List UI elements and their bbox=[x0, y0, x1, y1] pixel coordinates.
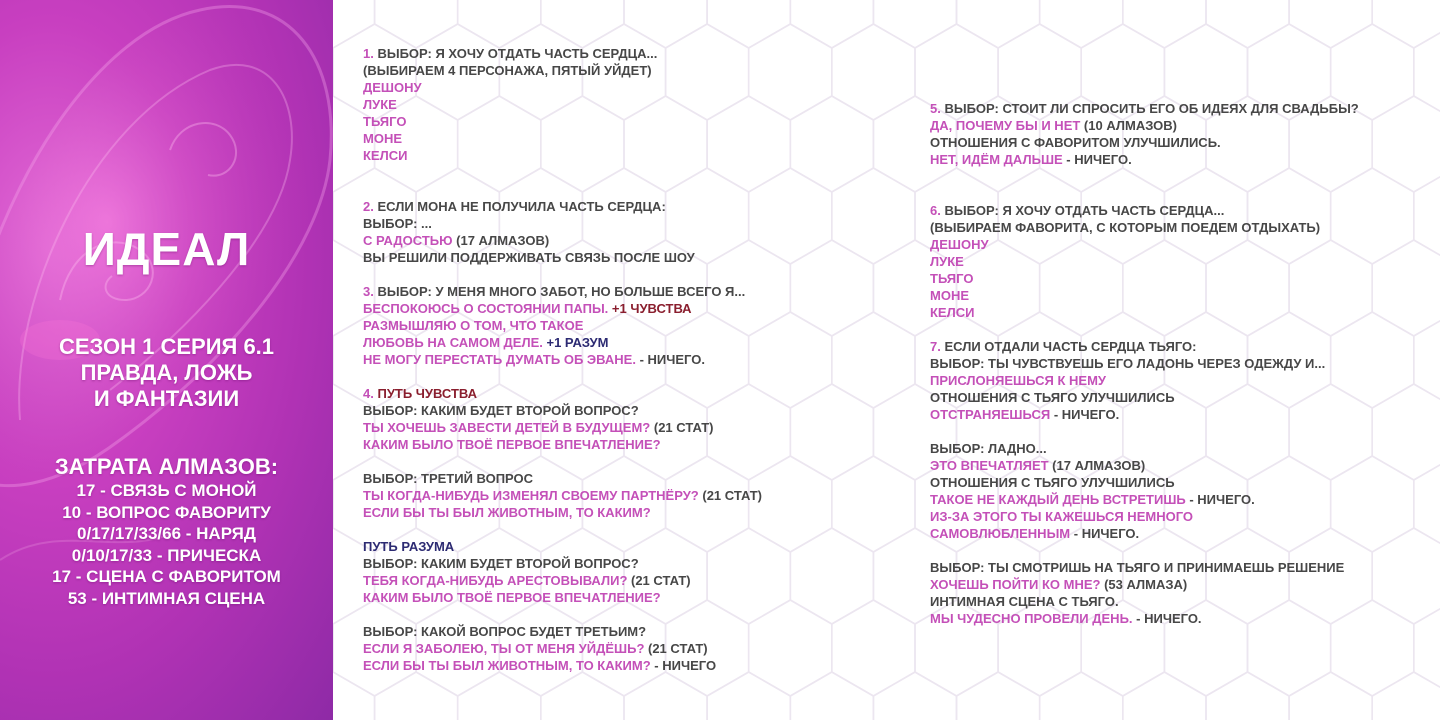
spacer bbox=[363, 606, 762, 623]
text-segment: КАКИМ БЫЛО ТВОЁ ПЕРВОЕ ВПЕЧАТЛЕНИЕ? bbox=[363, 437, 661, 452]
text-segment: - НИЧЕГО. bbox=[1132, 611, 1202, 626]
text-segment: ОТНОШЕНИЯ С ТЬЯГО УЛУЧШИЛИСЬ bbox=[930, 390, 1175, 405]
text-line bbox=[930, 151, 1359, 168]
cost-item: 0/17/17/33/66 - НАРЯД bbox=[77, 524, 256, 543]
text-segment: РАЗМЫШЛЯЮ О ТОМ, ЧТО ТАКОЕ bbox=[363, 318, 584, 333]
spacer bbox=[363, 266, 762, 283]
text-segment: САМОВЛЮБЛЕННЫМ bbox=[930, 526, 1071, 541]
text-segment: ЕСЛИ ОТДАЛИ ЧАСТЬ СЕРДЦА ТЬЯГО: bbox=[944, 339, 1197, 354]
hexagon-cell bbox=[832, 312, 915, 408]
text-line bbox=[930, 253, 1359, 270]
text-line bbox=[363, 657, 762, 674]
text-segment: (21 СТАТ) bbox=[627, 573, 691, 588]
episode-line: И ФАНТАЗИИ bbox=[93, 386, 240, 411]
text-segment: (17 АЛМАЗОВ) bbox=[452, 233, 550, 248]
text-segment: (21 СТАТ) bbox=[650, 420, 714, 435]
text-line bbox=[363, 232, 762, 249]
text-line bbox=[363, 249, 762, 266]
text-line bbox=[363, 283, 762, 300]
text-segment: (53 АЛМАЗА) bbox=[1100, 577, 1188, 592]
text-segment: (ВЫБИРАЕМ ФАВОРИТА, С КОТОРЫМ ПОЕДЕМ ОТДЫХАТЬ) bbox=[930, 220, 1321, 235]
text-segment: ВЫБОР: КАКИМ БУДЕТ ВТОРОЙ ВОПРОС? bbox=[363, 556, 639, 571]
text-line bbox=[930, 610, 1359, 627]
text-segment: ИЗ-ЗА ЭТОГО ТЫ КАЖЕШЬСЯ НЕМНОГО bbox=[930, 509, 1194, 524]
text-line bbox=[363, 62, 762, 79]
text-segment: - НИЧЕГО. bbox=[1070, 526, 1140, 541]
hexagon-cell bbox=[1206, 0, 1289, 48]
text-segment: ВЫБОР: ... bbox=[363, 216, 432, 231]
text-segment: ПУТЬ РАЗУМА bbox=[363, 539, 455, 554]
text-segment: ПУТЬ ЧУВСТВА bbox=[377, 386, 478, 401]
text-segment: +1 РАЗУМ bbox=[542, 335, 609, 350]
cost-item: 0/10/17/33 - ПРИЧЕСКА bbox=[71, 545, 262, 565]
text-line bbox=[363, 572, 762, 589]
text-segment: ВЫБОР: ТЫ СМОТРИШЬ НА ТЬЯГО И ПРИНИМАЕШЬ РЕШЕНИЕ bbox=[930, 560, 1345, 575]
hexagon-cell bbox=[1289, 672, 1372, 720]
text-segment: (21 СТАТ) bbox=[644, 641, 708, 656]
hexagon-cell bbox=[458, 672, 541, 720]
hexagon-cell bbox=[832, 24, 915, 120]
cost-item: 17 - СВЯЗЬ С МОНОЙ bbox=[76, 481, 257, 500]
spacer bbox=[930, 321, 1359, 338]
text-line bbox=[930, 440, 1359, 457]
text-line bbox=[930, 508, 1359, 525]
text-segment: ЕСЛИ Я ЗАБОЛЕЮ, ТЫ ОТ МЕНЯ УЙДЁШЬ? bbox=[363, 641, 645, 656]
text-segment: ОТНОШЕНИЯ С ТЬЯГО УЛУЧШИЛИСЬ bbox=[930, 475, 1175, 490]
text-line bbox=[363, 555, 762, 572]
hexagon-cell bbox=[790, 672, 873, 720]
text-segment: 3. bbox=[363, 284, 378, 299]
hexagon-cell bbox=[1372, 384, 1440, 480]
text-line bbox=[930, 202, 1359, 219]
text-line bbox=[930, 338, 1359, 355]
text-line bbox=[363, 334, 762, 351]
text-line bbox=[363, 351, 762, 368]
text-segment: ЛУКЕ bbox=[363, 97, 397, 112]
text-segment: ЕСЛИ МОНА НЕ ПОЛУЧИЛА ЧАСТЬ СЕРДЦА: bbox=[377, 199, 666, 214]
text-line bbox=[930, 576, 1359, 593]
text-line bbox=[363, 589, 762, 606]
text-segment: - НИЧЕГО. bbox=[1062, 152, 1132, 167]
text-line bbox=[930, 219, 1359, 236]
hexagon-cell bbox=[1414, 24, 1440, 120]
text-segment: (10 АЛМАЗОВ) bbox=[1080, 118, 1178, 133]
text-segment: ТЬЯГО bbox=[363, 114, 407, 129]
hexagon-cell bbox=[458, 0, 541, 48]
text-segment: КЕЛСИ bbox=[363, 148, 408, 163]
text-line bbox=[930, 134, 1359, 151]
text-segment: 1. bbox=[363, 46, 378, 61]
text-segment: ОТСТРАНЯЕШЬСЯ bbox=[930, 407, 1051, 422]
spacer bbox=[930, 168, 1359, 185]
hexagon-cell bbox=[1123, 0, 1206, 48]
hexagon-cell bbox=[1372, 96, 1440, 192]
text-line bbox=[363, 147, 762, 164]
text-segment: ДЕШОНУ bbox=[363, 80, 422, 95]
hexagon-cell bbox=[624, 672, 707, 720]
text-segment: ВЫБОР: Я ХОЧУ ОТДАТЬ ЧАСТЬ СЕРДЦА... bbox=[944, 203, 1225, 218]
text-segment: КАКИМ БЫЛО ТВОЁ ПЕРВОЕ ВПЕЧАТЛЕНИЕ? bbox=[363, 590, 661, 605]
walkthrough-panel bbox=[333, 0, 1440, 720]
hexagon-cell bbox=[375, 0, 458, 48]
text-segment: - НИЧЕГО. bbox=[1050, 407, 1120, 422]
text-segment: МОНЕ bbox=[930, 288, 969, 303]
episode-title bbox=[0, 334, 333, 412]
text-line bbox=[363, 487, 762, 504]
page-title: ИДЕАЛ bbox=[82, 223, 251, 275]
spacer bbox=[363, 164, 762, 181]
episode-line: ПРАВДА, ЛОЖЬ bbox=[80, 360, 253, 385]
cost-item: 53 - ИНТИМНАЯ СЦЕНА bbox=[67, 588, 266, 608]
text-segment: ПРИСЛОНЯЕШЬСЯ К НЕМУ bbox=[930, 373, 1107, 388]
text-line bbox=[930, 389, 1359, 406]
episode-line: СЕЗОН 1 СЕРИЯ 6.1 bbox=[58, 334, 275, 359]
hexagon-cell bbox=[1372, 672, 1440, 720]
hexagon-cell bbox=[1414, 168, 1440, 264]
text-line bbox=[930, 593, 1359, 610]
hexagon-cell bbox=[1040, 0, 1123, 48]
sidebar bbox=[0, 0, 333, 720]
text-line bbox=[930, 525, 1359, 542]
text-line bbox=[363, 640, 762, 657]
walkthrough-column-left bbox=[363, 45, 762, 674]
hexagon-cell bbox=[790, 528, 873, 624]
spacer bbox=[930, 542, 1359, 559]
hexagon-cell bbox=[790, 96, 873, 192]
text-segment: - НИЧЕГО. bbox=[1185, 492, 1255, 507]
text-segment: ВЫ РЕШИЛИ ПОДДЕРЖИВАТЬ СВЯЗЬ ПОСЛЕ ШОУ bbox=[363, 250, 695, 265]
hexagon-cell bbox=[832, 456, 915, 552]
text-segment: ВЫБОР: ТРЕТИЙ ВОПРОС bbox=[363, 471, 534, 486]
text-segment: (17 АЛМАЗОВ) bbox=[1048, 458, 1146, 473]
hexagon-cell bbox=[1372, 528, 1440, 624]
costs-title: ЗАТРАТА АЛМАЗОВ: bbox=[54, 454, 279, 479]
text-line bbox=[363, 96, 762, 113]
text-segment: ДЕШОНУ bbox=[930, 237, 989, 252]
text-line bbox=[930, 474, 1359, 491]
text-segment: ТЫ ХОЧЕШЬ ЗАВЕСТИ ДЕТЕЙ В БУДУЩЕМ? bbox=[363, 420, 651, 435]
text-segment: ТЫ КОГДА-НИБУДЬ ИЗМЕНЯЛ СВОЕМУ ПАРТНЁРУ? bbox=[363, 488, 699, 503]
text-segment: 6. bbox=[930, 203, 945, 218]
text-segment: 7. bbox=[930, 339, 945, 354]
text-line bbox=[930, 100, 1359, 117]
text-segment: - НИЧЕГО bbox=[650, 658, 717, 673]
hexagon-cell bbox=[790, 0, 873, 48]
hexagon-cell bbox=[1414, 456, 1440, 552]
hexagon-cell bbox=[707, 0, 790, 48]
cost-item: 10 - ВОПРОС ФАВОРИТУ bbox=[62, 502, 271, 522]
hexagon-cell bbox=[957, 0, 1040, 48]
text-segment: 5. bbox=[930, 101, 945, 116]
walkthrough-column-right bbox=[930, 100, 1359, 627]
text-line bbox=[363, 470, 762, 487]
hexagon-cell bbox=[333, 672, 375, 720]
hexagon-cell bbox=[333, 0, 375, 48]
hexagon-cell bbox=[1123, 672, 1206, 720]
text-line bbox=[930, 236, 1359, 253]
spacer bbox=[930, 185, 1359, 202]
hexagon-cell bbox=[1414, 600, 1440, 696]
hexagon-cell bbox=[541, 0, 624, 48]
text-segment: - НИЧЕГО. bbox=[635, 352, 705, 367]
text-segment: МЫ ЧУДЕСНО ПРОВЕЛИ ДЕНЬ. bbox=[930, 611, 1133, 626]
text-line bbox=[363, 538, 762, 555]
text-segment: 2. bbox=[363, 199, 378, 214]
text-segment: +1 ЧУВСТВА bbox=[608, 301, 692, 316]
text-segment: МОНЕ bbox=[363, 131, 402, 146]
spacer bbox=[363, 181, 762, 198]
text-segment: ЕСЛИ БЫ ТЫ БЫЛ ЖИВОТНЫМ, ТО КАКИМ? bbox=[363, 658, 651, 673]
text-segment: ЛЮБОВЬ НА САМОМ ДЕЛЕ. bbox=[363, 335, 543, 350]
text-line bbox=[363, 45, 762, 62]
spacer bbox=[930, 423, 1359, 440]
text-line bbox=[363, 385, 762, 402]
spacer bbox=[363, 453, 762, 470]
text-segment: БЕСПОКОЮСЬ О СОСТОЯНИИ ПАПЫ. bbox=[363, 301, 609, 316]
hexagon-cell bbox=[1372, 240, 1440, 336]
text-segment: ОТНОШЕНИЯ С ФАВОРИТОМ УЛУЧШИЛИСЬ. bbox=[930, 135, 1221, 150]
text-segment: ЛУКЕ bbox=[930, 254, 964, 269]
spacer bbox=[363, 521, 762, 538]
text-segment: ТАКОЕ НЕ КАЖДЫЙ ДЕНЬ ВСТРЕТИШЬ bbox=[930, 492, 1186, 507]
hexagon-cell bbox=[375, 672, 458, 720]
text-line bbox=[363, 198, 762, 215]
hexagon-cell bbox=[541, 672, 624, 720]
hexagon-cell bbox=[1206, 672, 1289, 720]
text-segment: ТЕБЯ КОГДА-НИБУДЬ АРЕСТОВЫВАЛИ? bbox=[363, 573, 628, 588]
text-segment: ИНТИМНАЯ СЦЕНА С ТЬЯГО. bbox=[930, 594, 1119, 609]
text-line bbox=[363, 504, 762, 521]
text-segment: НЕТ, ИДЁМ ДАЛЬШЕ bbox=[930, 152, 1063, 167]
text-segment: КЕЛСИ bbox=[930, 305, 975, 320]
text-segment: ВЫБОР: СТОИТ ЛИ СПРОСИТЬ ЕГО ОБ ИДЕЯХ ДЛЯ СВАДЬБЫ? bbox=[944, 101, 1359, 116]
text-line bbox=[363, 623, 762, 640]
text-segment: (ВЫБИРАЕМ 4 ПЕРСОНАЖА, ПЯТЫЙ УЙДЕТ) bbox=[363, 63, 652, 78]
text-segment: ВЫБОР: КАКОЙ ВОПРОС БУДЕТ ТРЕТЬИМ? bbox=[363, 624, 647, 639]
hexagon-cell bbox=[957, 672, 1040, 720]
text-line bbox=[930, 117, 1359, 134]
text-segment: ЕСЛИ БЫ ТЫ БЫЛ ЖИВОТНЫМ, ТО КАКИМ? bbox=[363, 505, 651, 520]
text-line bbox=[930, 287, 1359, 304]
text-segment: ВЫБОР: Я ХОЧУ ОТДАТЬ ЧАСТЬ СЕРДЦА... bbox=[377, 46, 658, 61]
text-line bbox=[930, 491, 1359, 508]
hexagon-cell bbox=[624, 0, 707, 48]
text-segment: 4. bbox=[363, 386, 378, 401]
text-line bbox=[363, 402, 762, 419]
text-segment: ВЫБОР: ТЫ ЧУВСТВУЕШЬ ЕГО ЛАДОНЬ ЧЕРЕЗ ОДЕЖДУ И... bbox=[930, 356, 1326, 371]
hexagon-cell bbox=[832, 168, 915, 264]
text-segment: ЭТО ВПЕЧАТЛЯЕТ bbox=[930, 458, 1049, 473]
text-line bbox=[363, 113, 762, 130]
text-line bbox=[363, 436, 762, 453]
cost-item: 17 - СЦЕНА С ФАВОРИТОМ bbox=[52, 567, 281, 586]
hexagon-cell bbox=[1372, 0, 1440, 48]
text-line bbox=[930, 406, 1359, 423]
hexagon-cell bbox=[1040, 672, 1123, 720]
text-line bbox=[930, 457, 1359, 474]
hexagon-cell bbox=[707, 672, 790, 720]
text-line bbox=[930, 304, 1359, 321]
text-line bbox=[930, 355, 1359, 372]
text-segment: ДА, ПОЧЕМУ БЫ И НЕТ bbox=[930, 118, 1081, 133]
hexagon-cell bbox=[790, 384, 873, 480]
text-line bbox=[363, 300, 762, 317]
hexagon-cell bbox=[832, 600, 915, 696]
hexagon-cell bbox=[1414, 312, 1440, 408]
text-segment: ВЫБОР: ЛАДНО... bbox=[930, 441, 1047, 456]
text-segment: ВЫБОР: КАКИМ БУДЕТ ВТОРОЙ ВОПРОС? bbox=[363, 403, 639, 418]
text-line bbox=[363, 419, 762, 436]
text-line bbox=[363, 130, 762, 147]
hexagon-cell bbox=[873, 672, 956, 720]
costs-list bbox=[0, 480, 333, 609]
text-line bbox=[363, 215, 762, 232]
text-segment: (21 СТАТ) bbox=[698, 488, 762, 503]
hexagon-cell bbox=[873, 0, 956, 48]
hexagon-cell bbox=[790, 240, 873, 336]
text-line bbox=[930, 372, 1359, 389]
spacer bbox=[363, 368, 762, 385]
text-segment: НЕ МОГУ ПЕРЕСТАТЬ ДУМАТЬ ОБ ЭВАНЕ. bbox=[363, 352, 636, 367]
text-segment: ТЬЯГО bbox=[930, 271, 974, 286]
text-segment: ХОЧЕШЬ ПОЙТИ КО МНЕ? bbox=[930, 577, 1101, 592]
hexagon-cell bbox=[1289, 0, 1372, 48]
text-segment: С РАДОСТЬЮ bbox=[363, 233, 453, 248]
text-line bbox=[930, 270, 1359, 287]
text-segment: ВЫБОР: У МЕНЯ МНОГО ЗАБОТ, НО БОЛЬШЕ ВСЕГО Я... bbox=[377, 284, 746, 299]
text-line bbox=[363, 317, 762, 334]
text-line bbox=[363, 79, 762, 96]
text-line bbox=[930, 559, 1359, 576]
